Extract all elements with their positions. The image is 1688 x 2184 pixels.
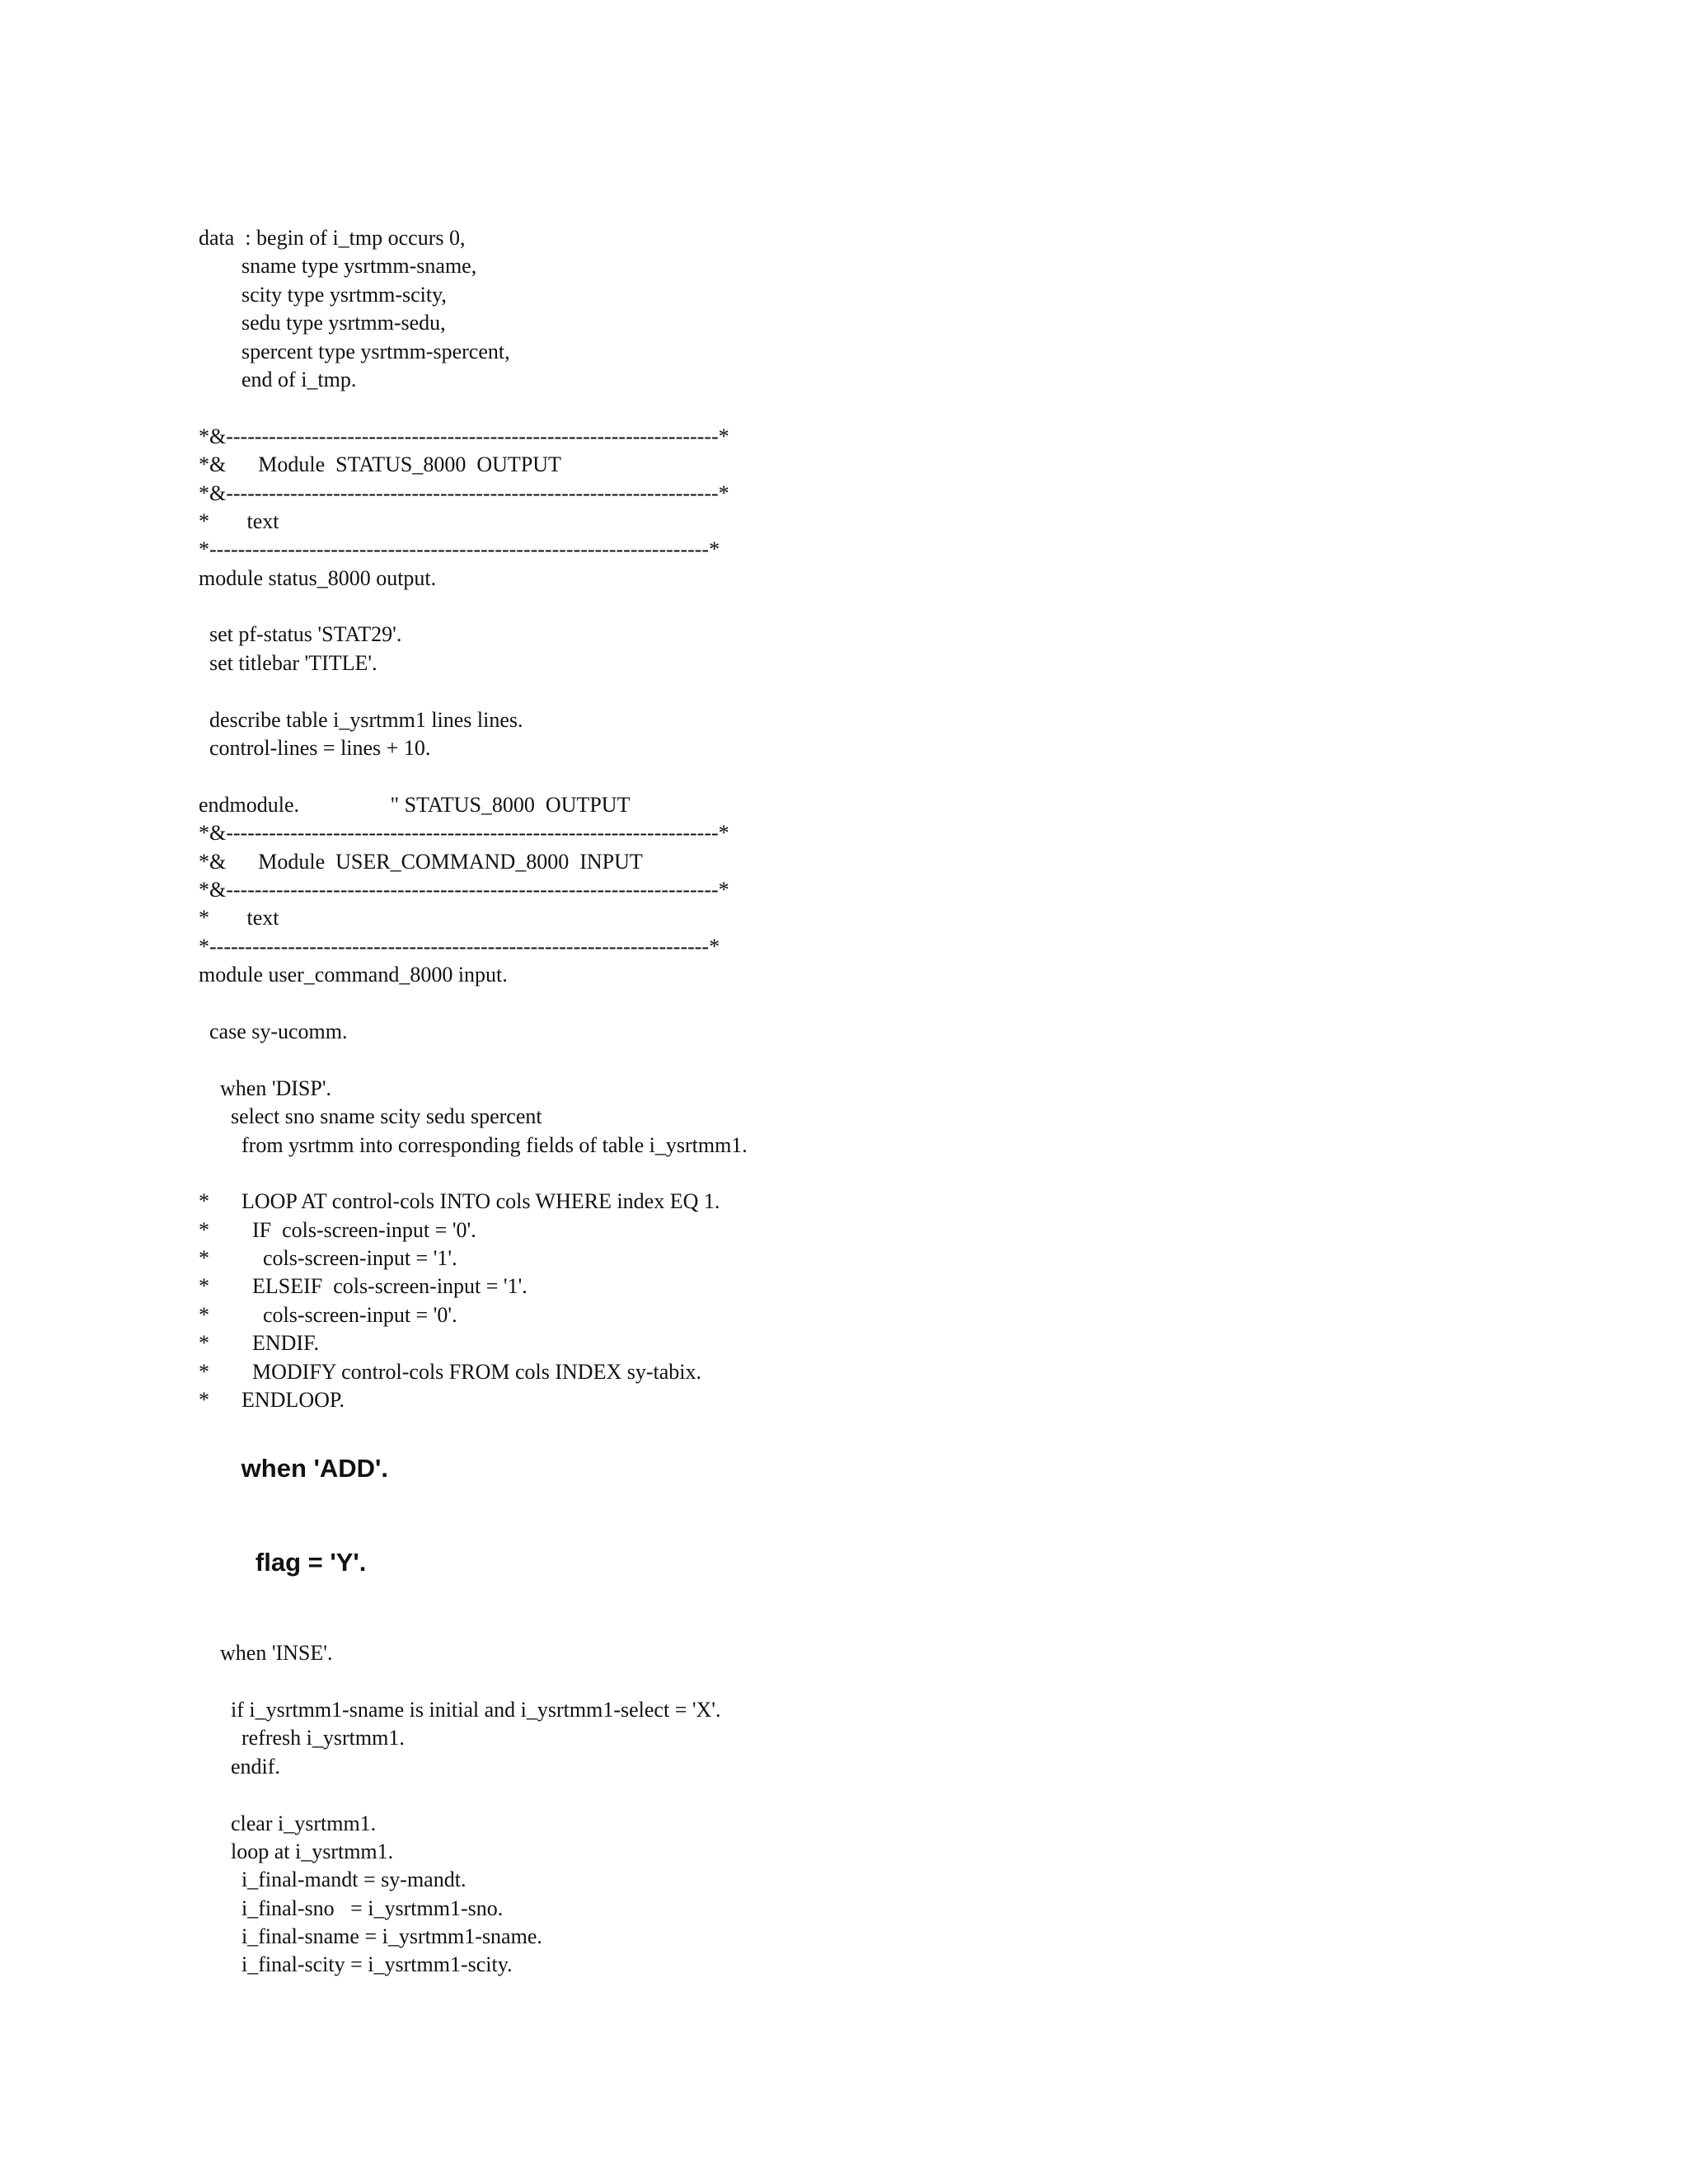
code-lines-top <box>199 224 1600 1414</box>
code-line: * MODIFY control-cols FROM cols INDEX sy-tabix. <box>199 1359 701 1384</box>
code-line: *& Module USER_COMMAND_8000 INPUT <box>199 849 643 874</box>
code-line: from ysrtmm into corresponding fields of table i_ysrtmm1. <box>199 1132 748 1157</box>
code-line: i_final-sname = i_ysrtmm1-sname. <box>199 1924 542 1949</box>
code-line: * ENDIF. <box>199 1331 319 1356</box>
code-listing <box>199 224 1600 1980</box>
code-line <box>199 394 1600 422</box>
code-line: i_final-mandt = sy-mandt. <box>199 1868 467 1892</box>
code-line: * text <box>199 906 279 930</box>
code-line <box>199 1046 1600 1074</box>
code-line: *&---------------------------------------------------------------------* <box>199 821 729 846</box>
code-line: set pf-status 'STAT29'. <box>199 622 402 647</box>
code-line: clear i_ysrtmm1. <box>199 1811 377 1835</box>
code-line: module user_command_8000 input. <box>199 963 508 987</box>
code-line <box>199 990 1600 1018</box>
code-line: * ELSEIF cols-screen-input = '1'. <box>199 1274 528 1299</box>
spacer <box>199 1488 1600 1543</box>
code-line: * LOOP AT control-cols INTO cols WHERE index EQ 1. <box>199 1189 720 1214</box>
code-line: select sno sname scity sedu spercent <box>199 1104 542 1129</box>
code-line: when 'DISP'. <box>199 1076 332 1100</box>
code-line: data : begin of i_tmp occurs 0, <box>199 226 466 250</box>
code-line: when 'INSE'. <box>199 1641 333 1666</box>
code-line <box>199 762 1600 790</box>
code-line <box>199 1668 1600 1696</box>
code-line: end of i_tmp. <box>199 367 357 391</box>
code-line: if i_ysrtmm1-sname is initial and i_ysrtmm1-select = 'X'. <box>199 1697 721 1722</box>
code-line: * text <box>199 509 279 533</box>
code-line <box>199 1611 1600 1639</box>
code-line: i_final-scity = i_ysrtmm1-scity. <box>199 1952 513 1977</box>
code-line: *&---------------------------------------------------------------------* <box>199 424 729 448</box>
code-line: *----------------------------------------------------------------------* <box>199 934 720 958</box>
code-line: loop at i_ysrtmm1. <box>199 1839 394 1863</box>
code-line: set titlebar 'TITLE'. <box>199 650 377 675</box>
code-lines-bottom <box>199 1582 1600 1979</box>
code-line <box>199 1160 1600 1188</box>
code-line: * IF cols-screen-input = '0'. <box>199 1217 476 1242</box>
code-line: * cols-screen-input = '0'. <box>199 1302 457 1327</box>
code-line: describe table i_ysrtmm1 lines lines. <box>199 707 523 732</box>
code-line <box>199 593 1600 621</box>
code-line: *&---------------------------------------------------------------------* <box>199 877 729 902</box>
code-line: * cols-screen-input = '1'. <box>199 1246 457 1271</box>
code-line <box>199 1781 1600 1809</box>
code-line-when-add: when 'ADD'. <box>199 1454 389 1483</box>
spacer <box>199 1414 1600 1449</box>
code-line: *----------------------------------------------------------------------* <box>199 537 720 562</box>
code-line: refresh i_ysrtmm1. <box>199 1726 405 1750</box>
code-line: sname type ysrtmm-sname, <box>199 254 477 279</box>
code-line: i_final-sno = i_ysrtmm1-sno. <box>199 1896 504 1920</box>
code-line: endmodule. " STATUS_8000 OUTPUT <box>199 792 631 817</box>
code-line <box>199 1582 1600 1610</box>
code-line: control-lines = lines + 10. <box>199 736 431 761</box>
code-line: sedu type ysrtmm-sedu, <box>199 311 446 335</box>
code-line: *&---------------------------------------------------------------------* <box>199 480 729 505</box>
code-line: module status_8000 output. <box>199 565 437 590</box>
code-line <box>199 677 1600 705</box>
code-line-flag: flag = 'Y'. <box>199 1548 367 1577</box>
code-line: * ENDLOOP. <box>199 1388 345 1413</box>
code-line: *& Module STATUS_8000 OUTPUT <box>199 452 561 477</box>
code-line: scity type ysrtmm-scity, <box>199 282 447 307</box>
code-line: case sy-ucomm. <box>199 1019 348 1043</box>
code-line: spercent type ysrtmm-spercent, <box>199 339 510 363</box>
code-line: endif. <box>199 1754 280 1779</box>
